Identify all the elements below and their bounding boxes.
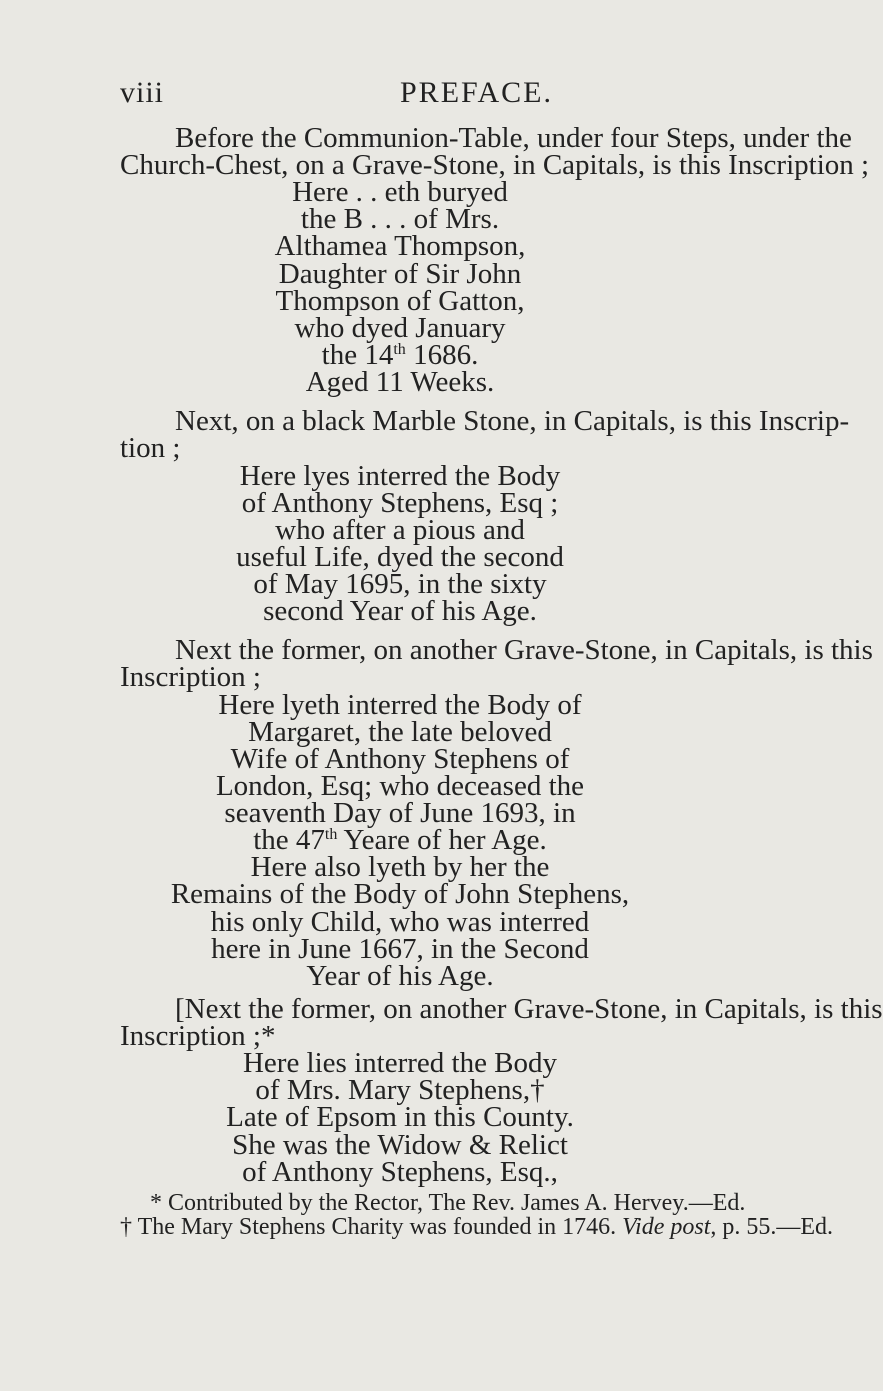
inscription-3-line: here in June 1667, in the Second [211,932,589,965]
paragraph-1-line-1: Before the Communion-Table, under four Steps, under the [175,122,852,154]
inscription-3-line: Year of his Age. [306,959,494,992]
paragraph-4-line-2: Inscription ;* [120,1020,276,1053]
inscription-3-line: Wife of Anthony Stephens of [230,742,570,775]
inscription-1-line: the B . . . of Mrs. [300,203,500,236]
inscription-2-line: of Anthony Stephens, Esq ; [241,486,559,519]
inscription-2-line: second Year of his Age. [263,595,537,628]
inscription-3-line: London, Esq; who deceased the [215,769,585,802]
inscription-1-line: Daughter of Sir John [278,257,522,290]
inscription-4-line: of Anthony Stephens, Esq., [242,1155,558,1188]
inscription-1-date-rest: 1686. [405,338,479,371]
paragraph-1-line-2: Church-Chest, on a Grave-Stone, in Capitals, is this Inscription ; [120,149,870,182]
inscription-2-line: useful Life, dyed the second [236,540,564,573]
paragraph-3-line-1: Next the former, on another Grave-Stone, in Capitals, is this [175,634,873,667]
paragraph-4-line-1: [Next the former, on another Grave-Stone, in Capitals, is this [175,992,883,1025]
inscription-2-line: of May 1695, in the sixty [253,568,547,601]
footnote-2 [120,1215,833,1239]
inscription-1-line: who dyed January [294,311,506,344]
footnote-2-ref: , p. 55.—Ed. [710,1214,834,1240]
inscription-1-line: Althamea Thompson, [274,230,526,263]
inscription-2-line: who after a pious and [275,513,525,546]
inscription-4-line: Late of Epsom in this County. [226,1101,574,1134]
inscription-2-line: Here lyes interred the Body [239,459,561,492]
paragraph-2-line-2: tion ; [120,432,181,465]
inscription-1-date-prefix: the 14 [321,338,394,371]
inscription-3-line: Margaret, the late beloved [248,715,552,748]
inscription-3-line: his only Child, who was interred [210,905,590,938]
footnote-1: * Contributed by the Rector, The Rev. James A. Hervey.—Ed. [150,1189,746,1216]
inscription-1-date-superscript: th [393,340,406,358]
inscription-1-line: Thompson of Gatton, [275,284,525,317]
inscription-3-age-superscript: th [324,826,338,844]
inscription-3-line: Here also lyeth by her the [250,851,550,884]
inscription-4-line: of Mrs. Mary Stephens,† [255,1074,545,1107]
paragraph-3-line-2: Inscription ; [120,661,261,694]
inscription-4-line: Here lies interred the Body [242,1047,558,1080]
inscription-1-line: Here . . eth buryed [292,176,508,209]
running-title: PREFACE. [400,76,553,109]
inscription-3-age-prefix: the 47 [253,824,325,857]
inscription-3-line: Remains of the Body of John Stephens, [170,878,630,911]
footnote-2-text: † The Mary Stephens Charity was founded in 1746. [120,1214,623,1240]
inscription-3-age-rest: Yeare of her Age. [337,824,547,857]
inscription-1-line: Aged 11 Weeks. [305,366,495,399]
page-number: viii [120,76,165,109]
inscription-3-line: seaventh Day of June 1693, in [224,797,576,830]
paragraph-2-line-1: Next, on a black Marble Stone, in Capitals, is this Inscrip- [175,405,850,438]
page-header [0,76,800,116]
inscription-3-line: Here lyeth interred the Body of [218,688,582,721]
inscription-4-line: She was the Widow & Relict [232,1128,568,1161]
footnote-2-vide: Vide post [622,1214,711,1240]
